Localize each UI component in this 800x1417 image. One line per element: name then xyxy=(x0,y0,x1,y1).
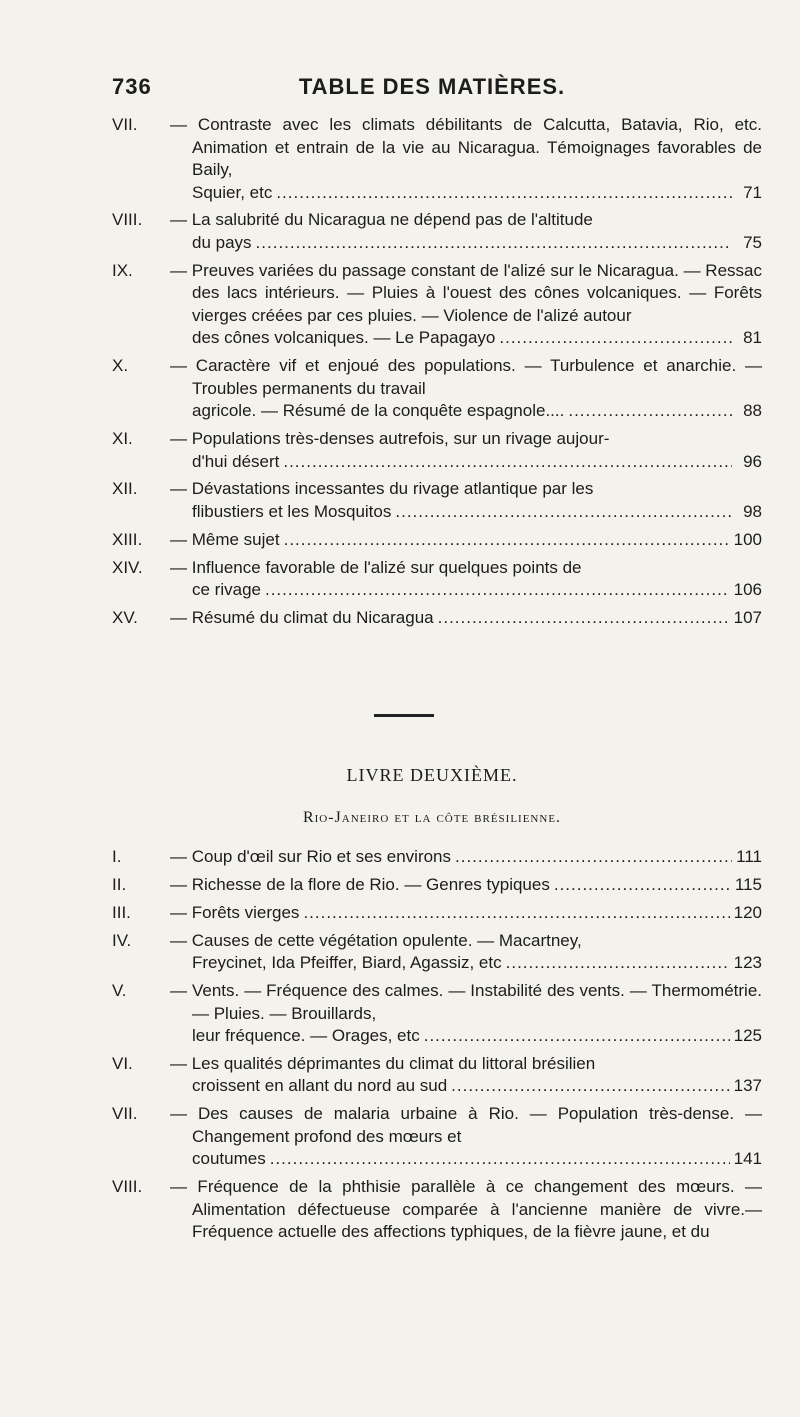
toc-entry xyxy=(112,260,762,350)
page-reference: 107 xyxy=(733,608,762,628)
summary-text: — Contraste avec les climats débilitants de Calcutta, Batavia, Rio, etc. Animation et entrain de la vie au Nicaragua. Témoignages favorables de Baily, xyxy=(170,115,762,179)
chapter-number: VIII. xyxy=(112,210,143,230)
page-reference: 71 xyxy=(743,182,762,202)
chapter-summary xyxy=(170,355,762,423)
summary-text: — Preuves variées du passage constant de l'alizé sur le Nicaragua. — Ressac des lacs intérieurs. — Pluies à l'ouest des cônes volcaniques. — Forêts vierges créées par ces pluies. — Violence de l'alizé autour xyxy=(170,260,762,325)
page-reference: 141 xyxy=(733,1149,762,1169)
summary-last-line: — Même sujet xyxy=(170,529,280,549)
page-reference: 137 xyxy=(733,1076,762,1096)
page-reference: 115 xyxy=(734,874,762,894)
chapter-summary xyxy=(170,478,762,523)
summary-last-line: coutumes xyxy=(192,1149,266,1169)
leader-dots xyxy=(438,607,730,630)
leader-dots xyxy=(283,451,732,474)
chapter-number: XIII. xyxy=(112,529,143,549)
toc-entry xyxy=(112,1103,762,1171)
chapter-number: I. xyxy=(112,847,122,866)
chapter-summary xyxy=(170,1176,762,1244)
chapter-number: IV. xyxy=(112,930,132,950)
chapter-summary xyxy=(170,846,762,869)
chapter-summary xyxy=(170,980,762,1048)
page-reference: 123 xyxy=(733,953,762,973)
summary-last-line: — Coup d'œil sur Rio et ses environs xyxy=(170,847,452,866)
leader-dots xyxy=(554,874,731,897)
leader-dots xyxy=(256,232,732,255)
chapter-summary xyxy=(170,114,762,204)
leader-dots xyxy=(499,327,732,350)
summary-text: — Caractère vif et enjoué des populations. — Turbulence et anarchie. — Troubles permanents du travail xyxy=(170,356,762,398)
section-rule xyxy=(374,714,434,717)
page-reference: 88 xyxy=(743,401,762,421)
summary-last-line: Squier, etc xyxy=(192,182,273,202)
chapter-number: II. xyxy=(112,874,127,894)
leader-dots xyxy=(395,501,732,524)
summary-last-line: — Forêts vierges xyxy=(170,902,300,922)
header-page-number: 736 xyxy=(112,74,152,99)
leader-dots xyxy=(451,1075,729,1098)
chapter-summary xyxy=(170,428,762,473)
chapter-number: III. xyxy=(112,902,131,922)
toc-entry xyxy=(112,114,762,204)
chapter-summary xyxy=(170,874,762,897)
page-reference: 96 xyxy=(743,451,762,471)
livre-title: LIVRE DEUXIÈME. xyxy=(346,765,518,785)
page-reference: 125 xyxy=(733,1026,762,1046)
toc-entry xyxy=(112,902,762,925)
header-title: TABLE DES MATIÈRES. xyxy=(298,74,566,99)
summary-text: — Populations très-denses autrefois, sur un rivage aujour- xyxy=(170,429,610,449)
chapter-summary xyxy=(170,930,762,975)
leader-dots xyxy=(568,400,732,423)
toc-entry xyxy=(112,478,762,523)
chapter-summary xyxy=(170,1053,762,1098)
chapter-summary xyxy=(170,1103,762,1171)
summary-text: — Influence favorable de l'alizé sur quelques points de xyxy=(170,557,582,577)
leader-dots xyxy=(270,1148,730,1171)
page-reference: 106 xyxy=(733,580,762,600)
toc-entry xyxy=(112,529,762,552)
summary-last-line: — Résumé du climat du Nicaragua xyxy=(170,608,434,628)
leader-dots xyxy=(506,952,730,975)
page-reference: 75 xyxy=(743,232,762,252)
chapter-number: VII. xyxy=(112,115,138,134)
summary-last-line: Freycinet, Ida Pfeiffer, Biard, Agassiz, etc xyxy=(192,953,502,973)
toc-entry xyxy=(112,607,762,630)
chapter-summary xyxy=(170,529,762,552)
toc-entry xyxy=(112,846,762,869)
chapter-number: VIII. xyxy=(112,1177,143,1197)
summary-text: — Vents. — Fréquence des calmes. — Instabilité des vents. — Thermométrie. — Pluies. — Brouillards, xyxy=(170,981,762,1023)
page-reference: 120 xyxy=(733,902,762,922)
summary-text: — Dévastations incessantes du rivage atlantique par les xyxy=(170,479,594,499)
summary-text: — Des causes de malaria urbaine à Rio. — Population très-dense. — Changement profond des mœurs et xyxy=(170,1104,762,1146)
chapter-number: VII. xyxy=(112,1104,138,1124)
summary-last-line: — Richesse de la flore de Rio. — Genres typiques xyxy=(170,874,550,894)
page-reference: 98 xyxy=(743,501,762,521)
summary-text: — Causes de cette végétation opulente. — Macartney, xyxy=(170,930,582,950)
summary-last-line: croissent en allant du nord au sud xyxy=(192,1076,448,1096)
chapter-number: XV. xyxy=(112,608,138,628)
summary-last-line: leur fréquence. — Orages, etc xyxy=(192,1026,420,1046)
toc-entry xyxy=(112,209,762,254)
summary-last-line: des cônes volcaniques. — Le Papagayo xyxy=(192,328,496,348)
chapter-summary xyxy=(170,902,762,925)
chapter-number: X. xyxy=(112,356,129,376)
leader-dots xyxy=(303,902,729,925)
leader-dots xyxy=(455,846,732,869)
summary-last-line: flibustiers et les Mosquitos xyxy=(192,501,392,521)
summary-last-line: agricole. — Résumé de la conquête espagnole.... xyxy=(192,401,565,421)
toc-entry xyxy=(112,930,762,975)
chapter-summary xyxy=(170,209,762,254)
summary-last-line: du pays xyxy=(192,232,252,252)
toc-entry xyxy=(112,980,762,1048)
toc-entry xyxy=(112,557,762,602)
toc-section-1 xyxy=(112,114,762,635)
summary-last-line: ce rivage xyxy=(192,580,261,600)
summary-text: — Fréquence de la phthisie parallèle à ce changement des mœurs. — Alimentation défectueuse comparée à l'ancienne manière de vivre.— Fréquence actuelle des affections typhiques, de la fièvre jaune, et du xyxy=(170,1177,762,1242)
leader-dots xyxy=(265,579,730,602)
page-reference: 111 xyxy=(736,847,762,866)
livre-subtitle: Rio-Janeiro et la côte brésilienne. xyxy=(302,809,562,826)
page-header xyxy=(112,74,752,104)
chapter-number: VI. xyxy=(112,1053,133,1073)
leader-dots xyxy=(424,1025,730,1048)
chapter-number: XI. xyxy=(112,429,133,449)
chapter-summary xyxy=(170,557,762,602)
leader-dots xyxy=(276,182,732,205)
toc-entry xyxy=(112,428,762,473)
summary-last-line: d'hui désert xyxy=(192,451,280,471)
page-reference: 100 xyxy=(733,529,762,549)
summary-text: — Les qualités déprimantes du climat du littoral brésilien xyxy=(170,1053,596,1073)
chapter-summary xyxy=(170,260,762,350)
chapter-number: V. xyxy=(112,981,127,1001)
summary-text: — La salubrité du Nicaragua ne dépend pas de l'altitude xyxy=(170,210,593,230)
toc-entry xyxy=(112,1053,762,1098)
toc-entry xyxy=(112,874,762,897)
chapter-number: XIV. xyxy=(112,557,143,577)
chapter-summary xyxy=(170,607,762,630)
toc-section-2 xyxy=(112,846,762,1249)
toc-entry xyxy=(112,355,762,423)
chapter-number: IX. xyxy=(112,260,133,280)
chapter-number: XII. xyxy=(112,479,138,499)
page-reference: 81 xyxy=(743,328,762,348)
leader-dots xyxy=(284,529,730,552)
toc-entry xyxy=(112,1176,762,1244)
